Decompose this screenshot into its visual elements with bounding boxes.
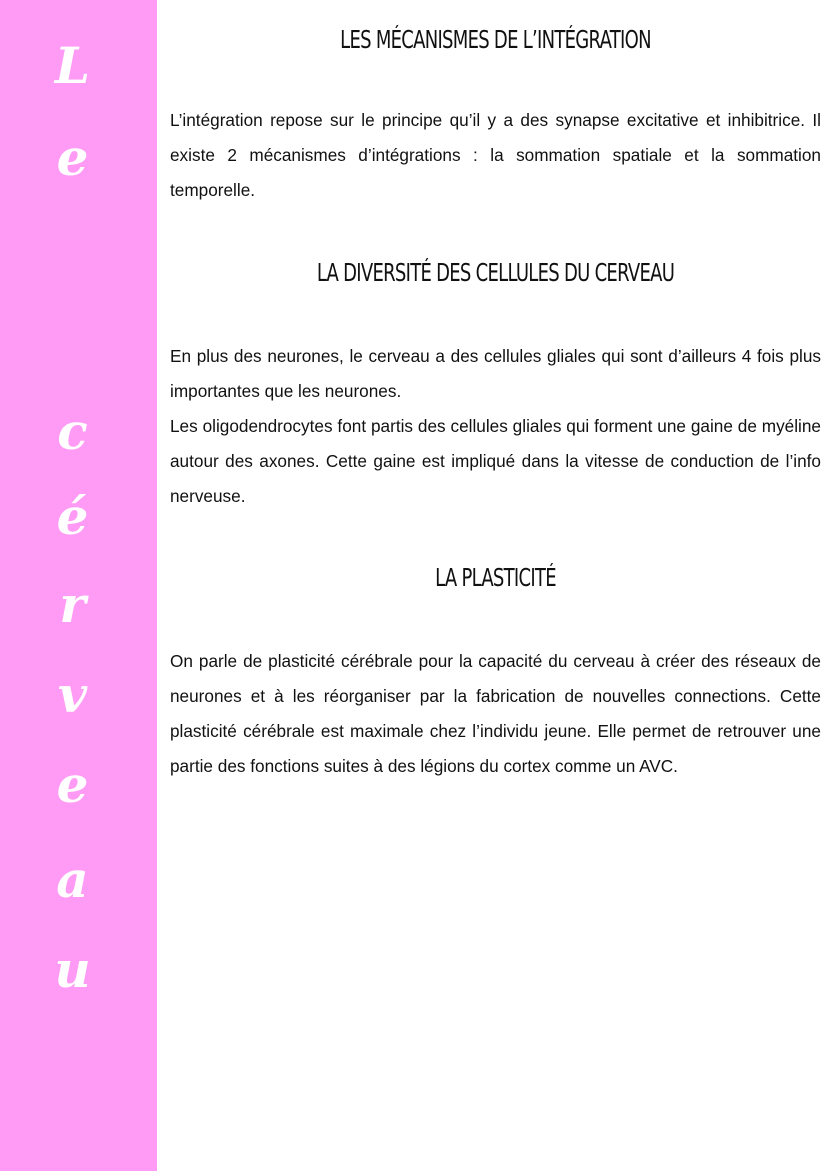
section-heading: LA DIVERSITÉ DES CELLULES DU CERVEAU — [316, 258, 675, 287]
sidebar-letter: v — [57, 665, 88, 724]
section-heading: LES MÉCANISMES DE L’INTÉGRATION — [340, 25, 651, 54]
sidebar-letter: r — [59, 575, 86, 634]
section-paragraph: Les oligodendrocytes font partis des cellules gliales qui forment une gaine de myéline autour des axones. Cette gaine est impliqué dans la vitesse de conduction de l’info nerveuse. — [170, 416, 821, 506]
section-paragraph: On parle de plasticité cérébrale pour la capacité du cerveau à créer des réseaux de neurones et à les réorganiser par la fabrication de nouvelles connections. Cette plasticité cérébrale est maximale chez l’individu jeune. Elle permet de retrouver une partie des fonctions suites à des légions du cortex comme un AVC. — [170, 651, 821, 776]
section-paragraph: En plus des neurones, le cerveau a des cellules gliales qui sont d’ailleurs 4 fois plus importantes que les neurones. — [170, 346, 821, 401]
sidebar-letter: é — [56, 487, 89, 546]
sidebar-letter: e — [56, 128, 89, 187]
sidebar-letter: e — [56, 755, 89, 814]
sidebar-title-band — [0, 0, 157, 1171]
sidebar-letter: u — [54, 940, 91, 999]
section-heading: LA PLASTICITÉ — [435, 563, 556, 592]
sidebar-letter: L — [54, 36, 91, 95]
sidebar-letter: c — [57, 402, 88, 461]
section-paragraph: L’intégration repose sur le principe qu’il y a des synapse excitative et inhibitrice. Il existe 2 mécanismes d’intégrations : la sommation spatiale et la sommation temporelle. — [170, 110, 821, 200]
sidebar-letter: a — [56, 850, 89, 909]
